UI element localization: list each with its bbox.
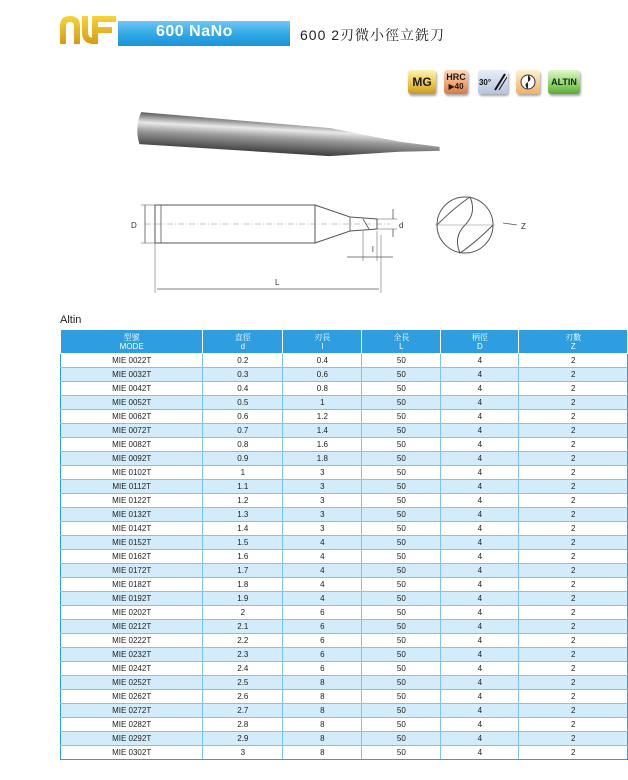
cell-diameter: 1.2 xyxy=(203,494,283,508)
cell-diameter: 1.9 xyxy=(203,592,283,606)
cell-flute-length: 8 xyxy=(283,732,362,746)
table-row xyxy=(61,368,628,382)
cell-flute-count: 2 xyxy=(519,718,628,732)
table-row xyxy=(61,508,628,522)
cell-flute-count: 2 xyxy=(519,662,628,676)
cell-diameter: 1.6 xyxy=(203,550,283,564)
table-row xyxy=(61,522,628,536)
cell-shank-diameter: 4 xyxy=(441,732,519,746)
cell-flute-count: 2 xyxy=(519,452,628,466)
cell-diameter: 2.2 xyxy=(203,634,283,648)
cell-overall-length: 50 xyxy=(362,662,441,676)
cell-flute-count: 2 xyxy=(519,354,628,368)
cell-overall-length: 50 xyxy=(362,522,441,536)
cell-flute-length: 8 xyxy=(283,704,362,718)
cell-model: MIE 0092T xyxy=(61,452,203,466)
header-overall-length: 全長 L xyxy=(362,330,441,354)
cell-flute-count: 2 xyxy=(519,746,628,760)
cell-flute-length: 1.8 xyxy=(283,452,362,466)
cell-flute-length: 3 xyxy=(283,508,362,522)
cell-model: MIE 0042T xyxy=(61,382,203,396)
cell-flute-count: 2 xyxy=(519,634,628,648)
table-row xyxy=(61,396,628,410)
cell-diameter: 0.4 xyxy=(203,382,283,396)
cell-overall-length: 50 xyxy=(362,536,441,550)
cell-overall-length: 50 xyxy=(362,732,441,746)
cell-flute-length: 0.8 xyxy=(283,382,362,396)
table-row xyxy=(61,746,628,760)
cell-overall-length: 50 xyxy=(362,676,441,690)
table-row xyxy=(61,438,628,452)
cell-diameter: 2.7 xyxy=(203,704,283,718)
cell-flute-length: 3 xyxy=(283,494,362,508)
table-row xyxy=(61,536,628,550)
cell-model: MIE 0162T xyxy=(61,550,203,564)
cell-shank-diameter: 4 xyxy=(441,746,519,760)
cell-shank-diameter: 4 xyxy=(441,676,519,690)
cell-diameter: 1.7 xyxy=(203,564,283,578)
cell-overall-length: 50 xyxy=(362,452,441,466)
cell-diameter: 2.4 xyxy=(203,662,283,676)
cell-shank-diameter: 4 xyxy=(441,634,519,648)
table-row xyxy=(61,620,628,634)
two-flute-badge xyxy=(516,70,540,94)
cell-shank-diameter: 4 xyxy=(441,564,519,578)
cell-flute-length: 6 xyxy=(283,620,362,634)
cell-diameter: 2.6 xyxy=(203,690,283,704)
cell-flute-count: 2 xyxy=(519,732,628,746)
hrc-badge xyxy=(444,70,468,94)
cell-model: MIE 0102T xyxy=(61,466,203,480)
cell-model: MIE 0282T xyxy=(61,718,203,732)
cell-flute-count: 2 xyxy=(519,424,628,438)
table-header-row xyxy=(61,330,628,354)
table-row xyxy=(61,550,628,564)
cell-model: MIE 0132T xyxy=(61,508,203,522)
cell-flute-length: 8 xyxy=(283,746,362,760)
cell-model: MIE 0302T xyxy=(61,746,203,760)
cell-flute-count: 2 xyxy=(519,648,628,662)
cell-flute-length: 8 xyxy=(283,718,362,732)
cell-shank-diameter: 4 xyxy=(441,424,519,438)
cell-flute-count: 2 xyxy=(519,522,628,536)
table-row xyxy=(61,410,628,424)
table-row xyxy=(61,732,628,746)
label-overall-length: L xyxy=(275,278,280,287)
cell-diameter: 1.5 xyxy=(203,536,283,550)
cell-diameter: 1 xyxy=(203,466,283,480)
cell-flute-length: 8 xyxy=(283,690,362,704)
cell-diameter: 2.3 xyxy=(203,648,283,662)
cell-diameter: 1.4 xyxy=(203,522,283,536)
cell-flute-count: 2 xyxy=(519,536,628,550)
cell-flute-count: 2 xyxy=(519,676,628,690)
cell-shank-diameter: 4 xyxy=(441,396,519,410)
cell-flute-count: 2 xyxy=(519,396,628,410)
cell-model: MIE 0252T xyxy=(61,676,203,690)
cell-flute-length: 1.6 xyxy=(283,438,362,452)
cell-flute-count: 2 xyxy=(519,704,628,718)
cell-flute-count: 2 xyxy=(519,578,628,592)
cell-shank-diameter: 4 xyxy=(441,648,519,662)
cell-overall-length: 50 xyxy=(362,620,441,634)
table-row xyxy=(61,662,628,676)
model-title: 600 NaNo xyxy=(156,23,233,40)
cell-shank-diameter: 4 xyxy=(441,690,519,704)
cell-model: MIE 0272T xyxy=(61,704,203,718)
cell-diameter: 2.8 xyxy=(203,718,283,732)
cell-flute-length: 4 xyxy=(283,550,362,564)
cell-model: MIE 0222T xyxy=(61,634,203,648)
cell-shank-diameter: 4 xyxy=(441,606,519,620)
table-row xyxy=(61,690,628,704)
header-model: 型號 MODE xyxy=(61,330,203,354)
cell-diameter: 0.7 xyxy=(203,424,283,438)
cell-model: MIE 0292T xyxy=(61,732,203,746)
cell-overall-length: 50 xyxy=(362,550,441,564)
cell-flute-length: 6 xyxy=(283,648,362,662)
mg-badge-label: MG xyxy=(412,75,432,89)
cell-diameter: 0.9 xyxy=(203,452,283,466)
header-diameter: 直徑 d xyxy=(203,330,283,354)
cell-flute-length: 6 xyxy=(283,606,362,620)
cell-overall-length: 50 xyxy=(362,564,441,578)
dimension-drawing xyxy=(125,195,545,295)
cell-diameter: 2.1 xyxy=(203,620,283,634)
cell-flute-count: 2 xyxy=(519,690,628,704)
cell-flute-length: 4 xyxy=(283,592,362,606)
table-row xyxy=(61,676,628,690)
cell-flute-length: 0.4 xyxy=(283,354,362,368)
cell-flute-count: 2 xyxy=(519,466,628,480)
cell-overall-length: 50 xyxy=(362,648,441,662)
cell-diameter: 0.8 xyxy=(203,438,283,452)
cell-diameter: 1.8 xyxy=(203,578,283,592)
cell-diameter: 2 xyxy=(203,606,283,620)
cell-diameter: 2.5 xyxy=(203,676,283,690)
cell-model: MIE 0072T xyxy=(61,424,203,438)
cell-model: MIE 0142T xyxy=(61,522,203,536)
cell-shank-diameter: 4 xyxy=(441,592,519,606)
cell-flute-count: 2 xyxy=(519,368,628,382)
cell-shank-diameter: 4 xyxy=(441,410,519,424)
cell-model: MIE 0262T xyxy=(61,690,203,704)
label-cutting-diameter: d xyxy=(399,221,404,230)
cell-diameter: 1.3 xyxy=(203,508,283,522)
header-flute-length: 刃長 l xyxy=(283,330,362,354)
cell-model: MIE 0172T xyxy=(61,564,203,578)
cell-overall-length: 50 xyxy=(362,410,441,424)
table-row xyxy=(61,424,628,438)
table-row xyxy=(61,564,628,578)
cell-overall-length: 50 xyxy=(362,424,441,438)
cell-model: MIE 0062T xyxy=(61,410,203,424)
table-row xyxy=(61,648,628,662)
hrc-badge-label: HRC xyxy=(446,72,466,82)
table-row xyxy=(61,466,628,480)
cell-diameter: 0.3 xyxy=(203,368,283,382)
mg-badge xyxy=(408,70,436,94)
cell-model: MIE 0152T xyxy=(61,536,203,550)
brand-logo xyxy=(58,12,118,46)
cell-model: MIE 0032T xyxy=(61,368,203,382)
cell-shank-diameter: 4 xyxy=(441,718,519,732)
cell-flute-count: 2 xyxy=(519,550,628,564)
cell-overall-length: 50 xyxy=(362,606,441,620)
cell-flute-count: 2 xyxy=(519,382,628,396)
cell-overall-length: 50 xyxy=(362,592,441,606)
cell-flute-length: 1 xyxy=(283,396,362,410)
table-row xyxy=(61,382,628,396)
table-row xyxy=(61,606,628,620)
cell-diameter: 0.6 xyxy=(203,410,283,424)
cell-model: MIE 0242T xyxy=(61,662,203,676)
cell-flute-count: 2 xyxy=(519,620,628,634)
label-shank-diameter: D xyxy=(131,221,137,230)
cell-flute-count: 2 xyxy=(519,508,628,522)
cell-flute-length: 3 xyxy=(283,480,362,494)
cell-flute-count: 2 xyxy=(519,592,628,606)
cell-flute-length: 4 xyxy=(283,578,362,592)
table-row xyxy=(61,704,628,718)
cell-shank-diameter: 4 xyxy=(441,466,519,480)
cell-shank-diameter: 4 xyxy=(441,382,519,396)
cell-flute-count: 2 xyxy=(519,410,628,424)
header-shank-diameter: 柄徑 D xyxy=(441,330,519,354)
cell-model: MIE 0232T xyxy=(61,648,203,662)
cell-flute-length: 1.4 xyxy=(283,424,362,438)
cell-overall-length: 50 xyxy=(362,718,441,732)
cell-model: MIE 0192T xyxy=(61,592,203,606)
cell-flute-length: 0.6 xyxy=(283,368,362,382)
label-flute-length: l xyxy=(372,245,374,254)
cell-diameter: 0.5 xyxy=(203,396,283,410)
altin-badge-label: ALTIN xyxy=(551,77,577,87)
table-row xyxy=(61,592,628,606)
cell-model: MIE 0212T xyxy=(61,620,203,634)
cell-shank-diameter: 4 xyxy=(441,368,519,382)
cell-shank-diameter: 4 xyxy=(441,480,519,494)
cell-model: MIE 0082T xyxy=(61,438,203,452)
helix-angle-badge xyxy=(478,70,508,94)
cell-flute-length: 4 xyxy=(283,536,362,550)
cell-shank-diameter: 4 xyxy=(441,662,519,676)
cell-overall-length: 50 xyxy=(362,368,441,382)
cell-model: MIE 0122T xyxy=(61,494,203,508)
cell-shank-diameter: 4 xyxy=(441,704,519,718)
cell-flute-count: 2 xyxy=(519,438,628,452)
cell-shank-diameter: 4 xyxy=(441,578,519,592)
cell-shank-diameter: 4 xyxy=(441,508,519,522)
cell-flute-count: 2 xyxy=(519,494,628,508)
cell-diameter: 2.9 xyxy=(203,732,283,746)
cell-overall-length: 50 xyxy=(362,690,441,704)
table-row xyxy=(61,578,628,592)
cell-overall-length: 50 xyxy=(362,704,441,718)
cell-shank-diameter: 4 xyxy=(441,354,519,368)
two-flute-icon xyxy=(519,73,537,91)
cell-overall-length: 50 xyxy=(362,578,441,592)
altin-coating-badge xyxy=(548,70,580,94)
cell-diameter: 1.1 xyxy=(203,480,283,494)
cell-overall-length: 50 xyxy=(362,438,441,452)
cell-shank-diameter: 4 xyxy=(441,438,519,452)
cell-overall-length: 50 xyxy=(362,480,441,494)
cell-overall-length: 50 xyxy=(362,396,441,410)
cell-flute-count: 2 xyxy=(519,564,628,578)
hrc-badge-value: ▶40 xyxy=(448,82,464,91)
cell-shank-diameter: 4 xyxy=(441,494,519,508)
table-row xyxy=(61,718,628,732)
end-mill-photo xyxy=(130,110,450,160)
coating-section-label: Altin xyxy=(60,314,82,326)
table-row xyxy=(61,634,628,648)
table-row xyxy=(61,354,628,368)
cell-shank-diameter: 4 xyxy=(441,452,519,466)
helix-icon xyxy=(493,73,507,91)
cell-shank-diameter: 4 xyxy=(441,550,519,564)
header-flute-count: 刃數 Z xyxy=(519,330,628,354)
cell-flute-length: 8 xyxy=(283,676,362,690)
cell-flute-count: 2 xyxy=(519,606,628,620)
cell-shank-diameter: 4 xyxy=(441,620,519,634)
cell-overall-length: 50 xyxy=(362,466,441,480)
product-subtitle: 600 2刃微小徑立銑刀 xyxy=(300,27,446,43)
cell-flute-length: 1.2 xyxy=(283,410,362,424)
cell-overall-length: 50 xyxy=(362,508,441,522)
cell-flute-length: 4 xyxy=(283,564,362,578)
cell-model: MIE 0052T xyxy=(61,396,203,410)
cell-diameter: 3 xyxy=(203,746,283,760)
cell-overall-length: 50 xyxy=(362,494,441,508)
table-row xyxy=(61,480,628,494)
cell-model: MIE 0022T xyxy=(61,354,203,368)
cell-model: MIE 0202T xyxy=(61,606,203,620)
label-flute-count: Z xyxy=(521,222,526,231)
cell-flute-count: 2 xyxy=(519,480,628,494)
cell-overall-length: 50 xyxy=(362,634,441,648)
table-row xyxy=(61,452,628,466)
specification-table xyxy=(60,329,628,760)
table-row xyxy=(61,494,628,508)
cell-shank-diameter: 4 xyxy=(441,522,519,536)
cell-overall-length: 50 xyxy=(362,354,441,368)
cell-flute-length: 3 xyxy=(283,522,362,536)
cell-flute-length: 3 xyxy=(283,466,362,480)
cell-model: MIE 0112T xyxy=(61,480,203,494)
cell-overall-length: 50 xyxy=(362,382,441,396)
helix-angle-label: 30° xyxy=(478,77,492,87)
cell-flute-length: 6 xyxy=(283,662,362,676)
cell-flute-length: 6 xyxy=(283,634,362,648)
cell-overall-length: 50 xyxy=(362,746,441,760)
cell-model: MIE 0182T xyxy=(61,578,203,592)
cell-diameter: 0.2 xyxy=(203,354,283,368)
cell-shank-diameter: 4 xyxy=(441,536,519,550)
